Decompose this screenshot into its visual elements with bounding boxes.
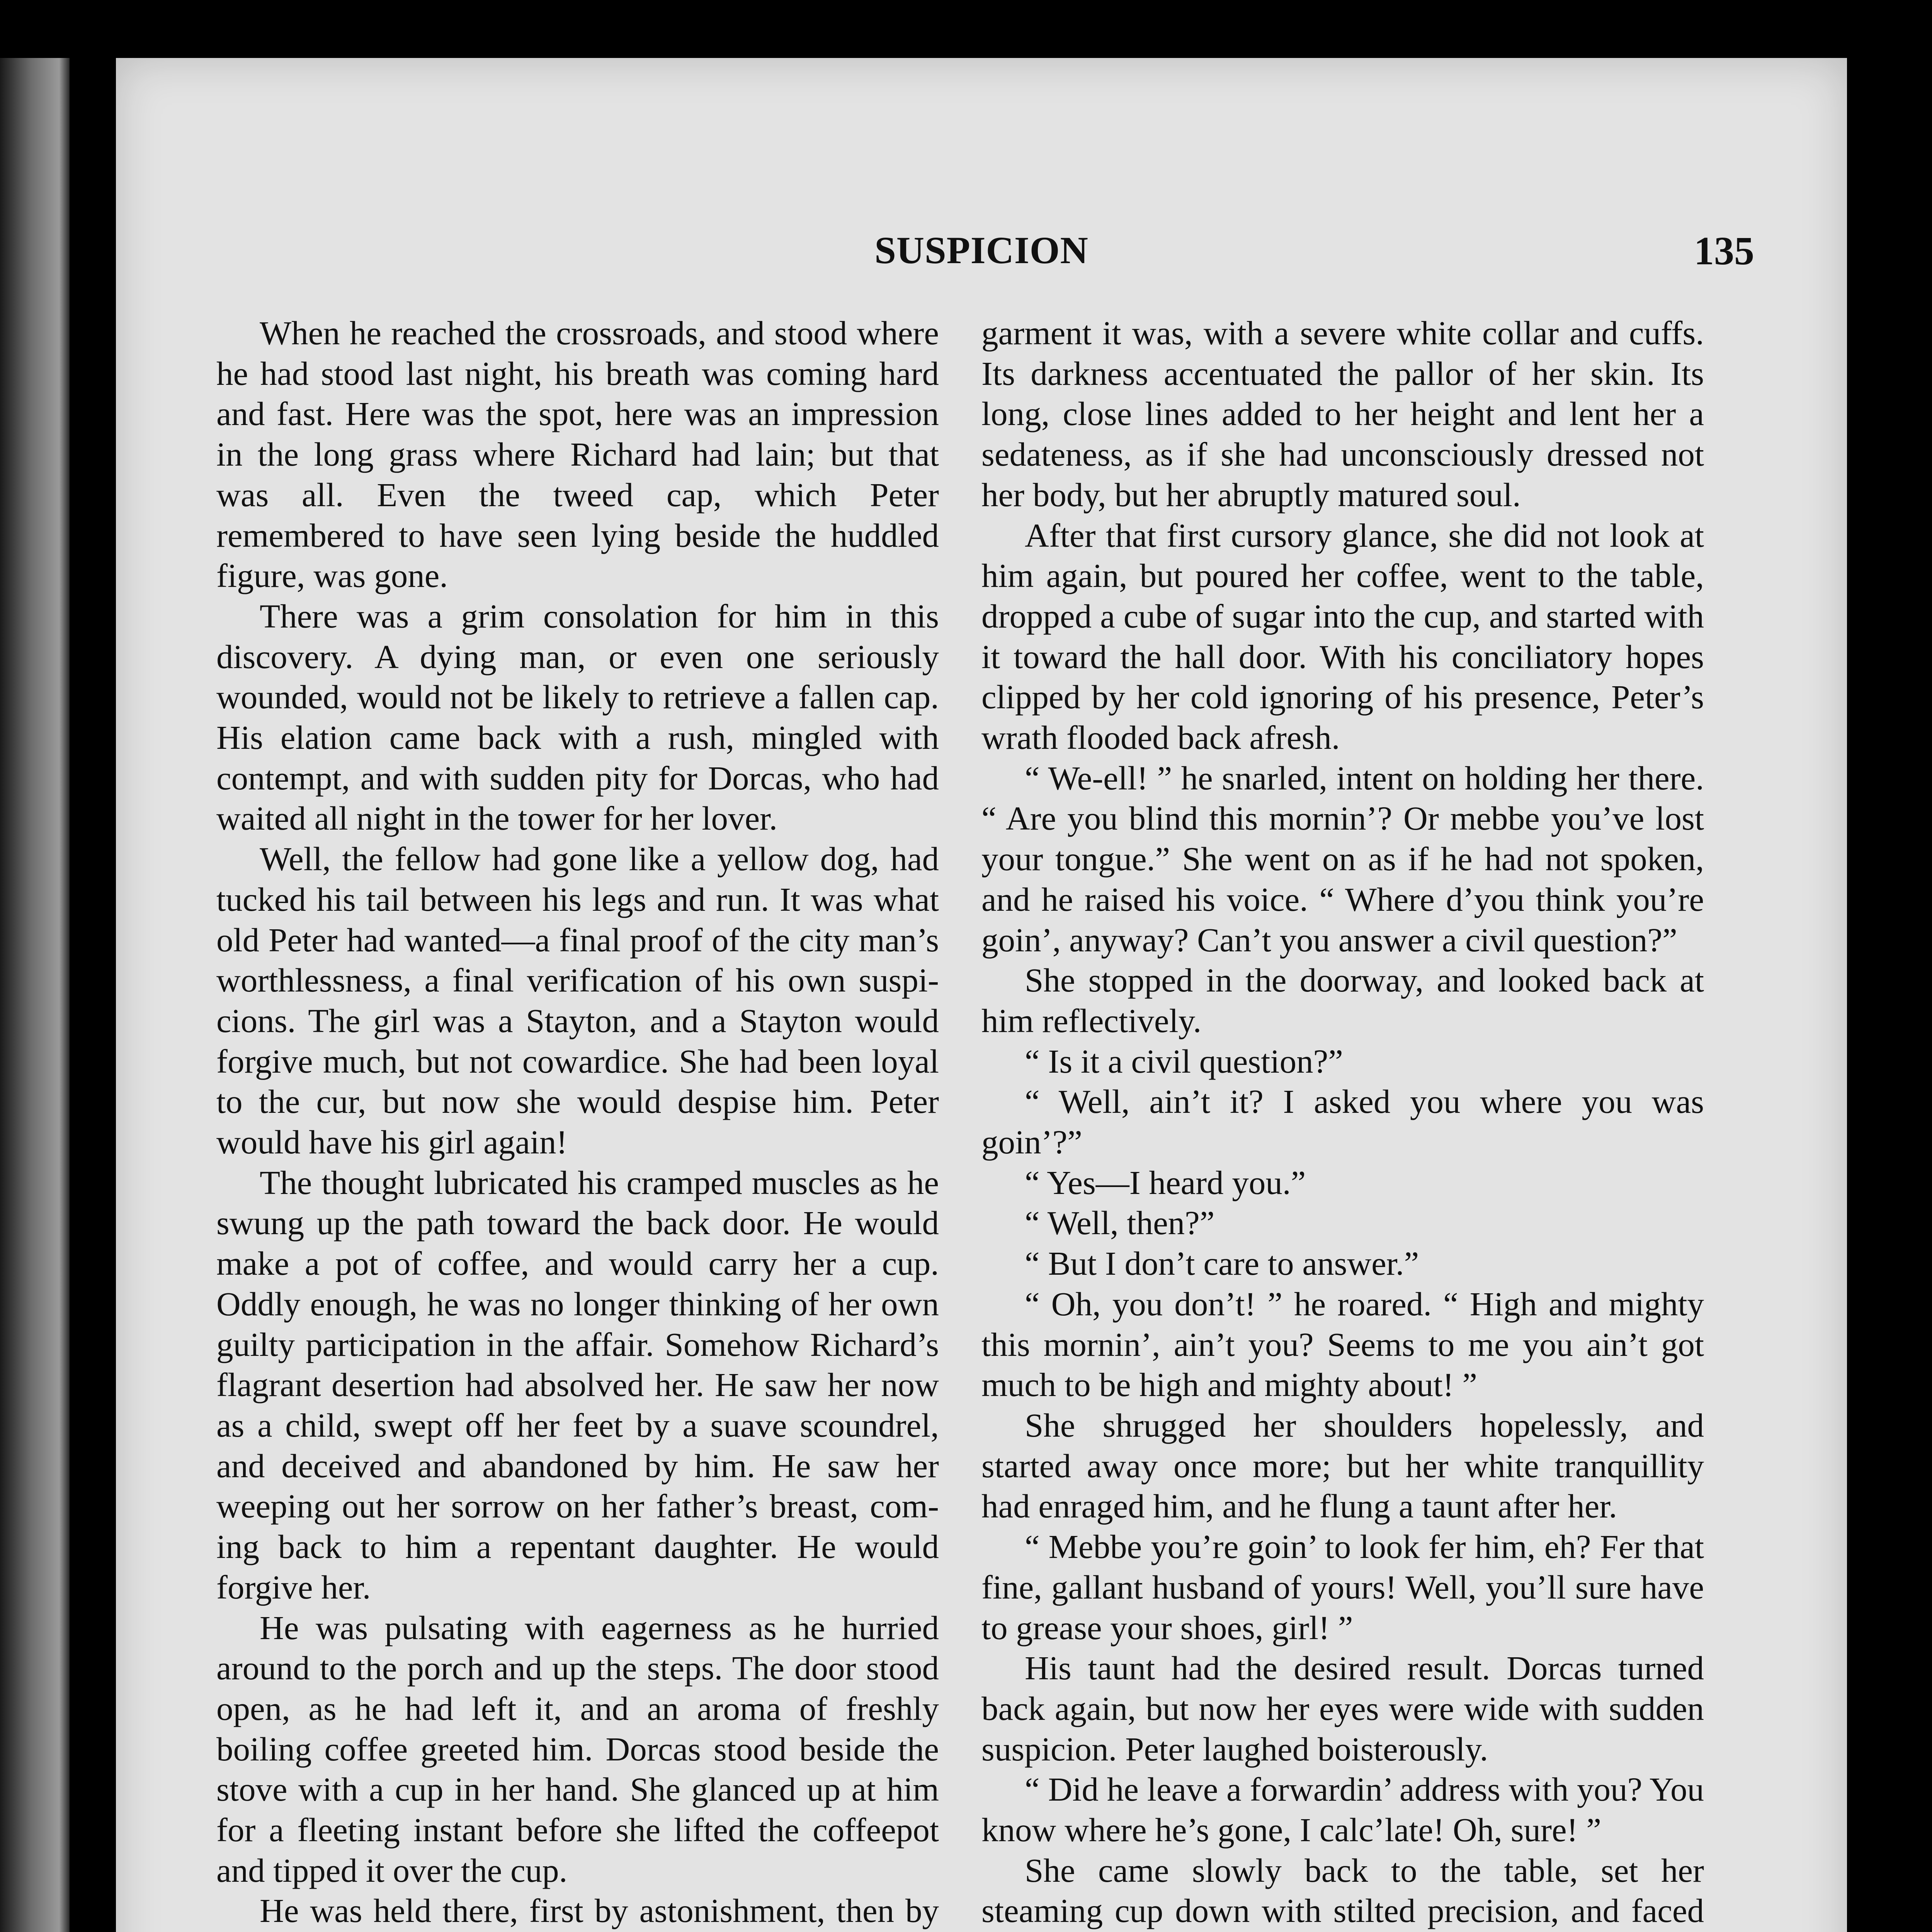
page-number: 135 [1694, 229, 1754, 273]
paragraph: He was pulsating with eagerness as he hurried around to the porch and up the steps. The door stood open, as he had left it, and an aroma of freshly boiling coffee greeted him. Dorcas stood beside the stove with a cup in her hand. She glanced up at him for a fleeting instant before she lifted the coffeepot and tipped it over the cup. [216, 1609, 939, 1889]
paragraph: “ Yes—I heard you.” [1025, 1163, 1306, 1201]
paragraph: The thought lubricated his cramped muscles as he swung up the path toward the back door. He would make a pot of coffee, and would carry her a cup. Oddly enough, he was no longer thinking of her own guilty participation in the affair. Somehow Richard’s flagrant desertion had absolved her. He saw her now as a child, swept off her feet by a suave scoundrel, and deceived and abandoned by him. He saw her weeping out her sorrow on her father’s breast, coming back to him a repentant daughter. He would forgive her. [216, 1163, 939, 1606]
paragraph: She shrugged her shoulders hopelessly, and started away once more; but her white tranquillity had enraged him, and he flung a taunt after her. [981, 1406, 1704, 1525]
paragraph: After that first cursory glance, she did not look at him again, but poured her coffee, went to the table, dropped a cube of sugar into the cup, and started with it toward the hall door. With his conciliatory hopes clipped by her cold ignoring of his presence, Peter’s wrath flooded back afresh. [981, 516, 1704, 757]
paragraph: “ We-ell! ” he snarled, intent on holding her there. “ Are you blind this mornin’? Or mebbe you’ve lost your tongue.” She went on as if he had not spoken, and he raised his voice. “ Where d’you think you’re goin’, anyway? Can’t you answer a civil question?” [981, 759, 1704, 959]
previous-page-edge [0, 58, 70, 1932]
paragraph: There was a grim consolation for him in this discovery. A dying man, or even one seriously wounded, would not be likely to retrieve a fallen cap. His elation came back with a rush, mingled with contempt, and with sudden pity for Dorcas, who had waited all night in the tower for her lover. [216, 597, 939, 837]
book-page [116, 58, 1847, 1932]
page-header [209, 228, 1754, 286]
paragraph: She stopped in the doorway, and looked back at him reflectively. [981, 961, 1704, 1039]
left-column [216, 313, 939, 1932]
paragraph: Well, the fellow had gone like a yellow dog, had tucked his tail between his legs and run. It was what old Peter had wanted—a final proof of the city man’s worthlessness, a final verification of his own suspicions. The girl was a Stayton, and a Stayton would forgive much, but not cowardice. She had been loyal to the cur, but now she would despise him. Peter would have his girl again! [216, 840, 939, 1161]
paragraph: He was held there, first by astonishment, then by [260, 1892, 939, 1930]
paragraph: “ But I don’t care to answer.” [1025, 1245, 1419, 1282]
paragraph-continued: garment it was, with a severe white collar and cuffs. Its darkness accentuated the pallor of her skin. Its long, close lines added to her height and lent her a sedateness, as if she had unconsciously dressed not her body, but her abruptly matured soul. [981, 314, 1704, 514]
right-column [981, 313, 1704, 1932]
paragraph: “ Well, then?” [1025, 1204, 1215, 1242]
paragraph: When he reached the crossroads, and stood where he had stood last night, his breath was coming hard and fast. Here was the spot, here was an impression in the long grass where Richard had lain; but that was all. Even the tweed cap, which Peter remembered to have seen lying beside the huddled figure, was gone. [216, 314, 939, 595]
paragraph: “ Did he leave a forwardin’ address with you? You know where he’s gone, I calc’late! Oh, sure! ” [981, 1770, 1704, 1849]
paragraph: “ Mebbe you’re goin’ to look fer him, eh? Fer that fine, gallant husband of yours! Well, you’ll sure have to grease your shoes, girl! ” [981, 1528, 1704, 1646]
paragraph: She came slowly back to the table, set her steaming cup down with stilted precision, and faced [981, 1851, 1704, 1930]
paragraph: “ Well, ain’t it? I asked you where you was goin’?” [981, 1083, 1704, 1161]
paragraph: “ Oh, you don’t! ” he roared. “ High and mighty this mornin’, ain’t you? Seems to me you ain’t got much to be high and mighty about! ” [981, 1285, 1704, 1404]
running-head: SUSPICION [874, 229, 1088, 272]
paragraph: His taunt had the desired result. Dorcas turned back again, but now her eyes were wide with sudden suspicion. Peter laughed boisterously. [981, 1649, 1704, 1768]
paragraph: “ Is it a civil question?” [1025, 1042, 1343, 1080]
